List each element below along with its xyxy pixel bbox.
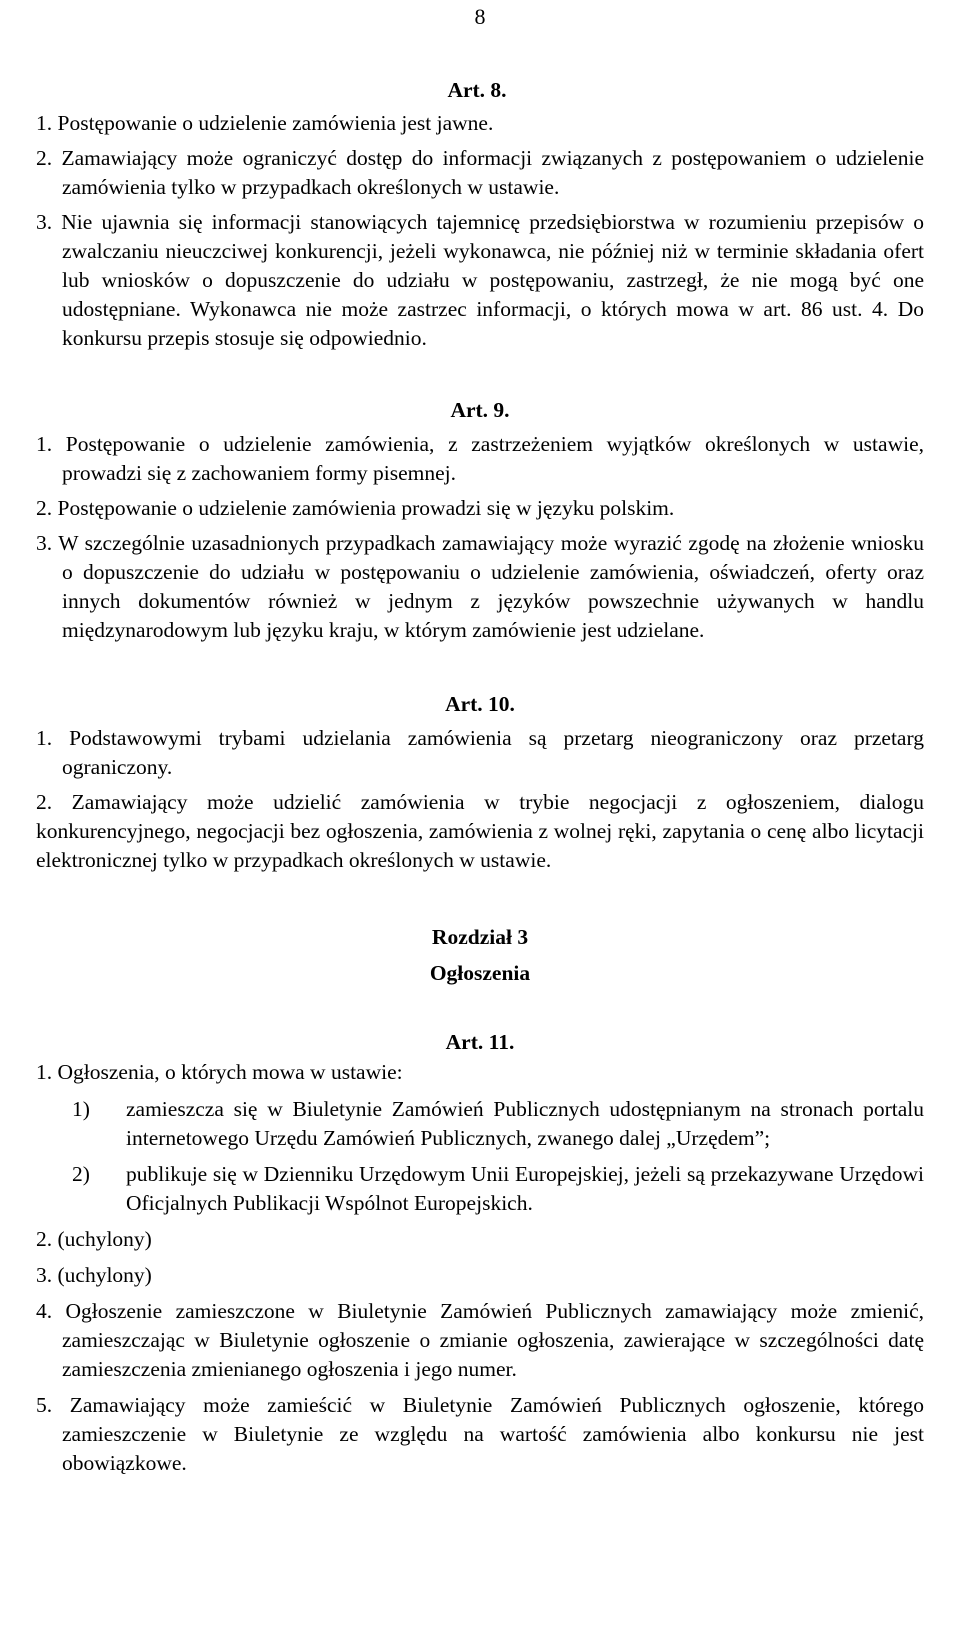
chapter-title: Rozdział 3 — [431, 925, 529, 949]
list-item-text: publikuje się w Dzienniku Urzędowym Unii Europejskiej, jeżeli są przekazywane Urzędowi Oficjalnych Publikacji Wspólnot Europejskich. — [126, 1162, 924, 1215]
art10-paragraph-2: 2. Zamawiający może udzielić zamówienia w trybie negocjacji z ogłoszeniem, dialogu konkurencyjnego, negocjacji bez ogłoszenia, zamówienia z wolnej ręki, zapytania o cenę albo licytacji elektronicznej tylko w przypadkach określonych w ustawie. — [36, 790, 924, 872]
art11-list-item — [72, 1095, 924, 1153]
art8-paragraph-3: 3. Nie ujawnia się informacji stanowiących tajemnicę przedsiębiorstwa w rozumieniu przepisów o zwalczaniu nieuczciwej konkurencji, jeżeli wykonawca, nie później niż w terminie składania ofert lub wniosków o dopuszczenie do udziału w postępowaniu, zastrzegł, że nie mogą być one udostępniane. Wykonawca nie może zastrzec informacji, o których mowa w art. 86 ust. 4. Do konkursu przepis stosuje się odpowiednio. — [36, 210, 924, 350]
art11-paragraph-2: 2. (uchylony) — [36, 1227, 152, 1251]
art9-paragraph-1: 1. Postępowanie o udzielenie zamówienia, z zastrzeżeniem wyjątków określonych w ustawie, prowadzi się z zachowaniem formy pisemnej. — [36, 432, 924, 485]
art11-paragraph-1: 1. Ogłoszenia, o których mowa w ustawie: — [36, 1060, 403, 1084]
art11-paragraph-3: 3. (uchylony) — [36, 1263, 152, 1287]
page-number: 8 — [474, 4, 486, 29]
art8-paragraph-1: 1. Postępowanie o udzielenie zamówienia jest jawne. — [36, 111, 494, 135]
art11-paragraph-4: 4. Ogłoszenie zamieszczone w Biuletynie Zamówień Publicznych zamawiający może zmienić, zamieszczając w Biuletynie ogłoszenie o zmianie ogłoszenia, zawierające w szczególności datę zamieszczenia zmienianego ogłoszenia i jego numer. — [36, 1299, 924, 1381]
art8-paragraph-2: 2. Zamawiający może ograniczyć dostęp do informacji związanych z postępowaniem o udzielenie zamówienia tylko w przypadkach określonych w ustawie. — [36, 146, 924, 199]
art10-paragraph-1: 1. Podstawowymi trybami udzielania zamówienia są przetarg nieograniczony oraz przetarg ograniczony. — [36, 726, 924, 779]
list-item-marker: 2) — [72, 1162, 90, 1186]
list-item-text: zamieszcza się w Biuletynie Zamówień Publicznych udostępnianym na stronach portalu internetowego Urzędu Zamówień Publicznych, zwanego dalej „Urzędem”; — [126, 1097, 924, 1150]
chapter-subtitle: Ogłoszenia — [429, 961, 531, 985]
art9-heading: Art. 9. — [450, 398, 510, 422]
art8-heading: Art. 8. — [447, 78, 507, 102]
document-body — [36, 76, 924, 1478]
art11-paragraph-5: 5. Zamawiający może zamieścić w Biuletynie Zamówień Publicznych ogłoszenie, którego zamieszczenie w Biuletynie ze względu na wartość zamówienia albo konkursu nie jest obowiązkowe. — [36, 1393, 924, 1475]
art11-heading: Art. 11. — [445, 1030, 515, 1054]
list-item-marker: 1) — [72, 1097, 90, 1121]
art10-heading: Art. 10. — [445, 692, 515, 716]
art9-paragraph-3: 3. W szczególnie uzasadnionych przypadkach zamawiający może wyrazić zgodę na złożenie wniosku o dopuszczenie do udziału w postępowaniu o udzielenie zamówienia, oświadczeń, oferty oraz innych dokumentów również w jednym z języków powszechnie używanych w handlu międzynarodowym lub języku kraju, w którym zamówienie jest udzielane. — [36, 531, 924, 642]
art11-list-item — [72, 1160, 924, 1218]
art9-paragraph-2: 2. Postępowanie o udzielenie zamówienia prowadzi się w języku polskim. — [36, 496, 675, 520]
